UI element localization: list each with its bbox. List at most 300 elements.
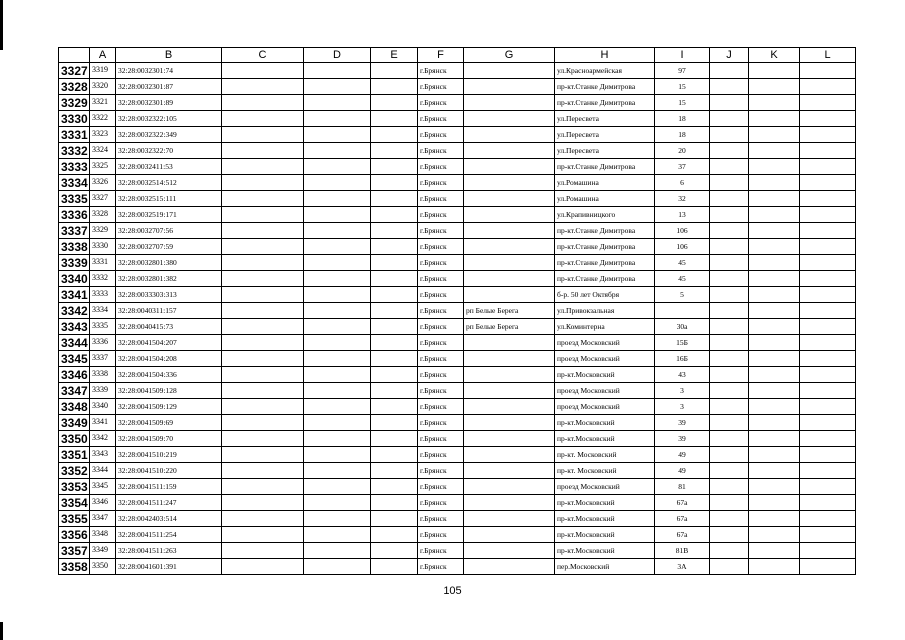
cell-c xyxy=(222,463,304,479)
cell-settlement xyxy=(464,191,555,207)
table-row xyxy=(59,527,856,543)
cell-l xyxy=(800,399,856,415)
cell-settlement xyxy=(464,511,555,527)
cell-a: 3338 xyxy=(90,367,116,383)
cell-a: 3339 xyxy=(90,383,116,399)
cell-e xyxy=(371,79,418,95)
row-number: 3337 xyxy=(59,223,90,239)
cell-settlement xyxy=(464,367,555,383)
cell-d xyxy=(304,415,371,431)
cell-cadastral-number: 32:28:0032322:349 xyxy=(116,127,222,143)
table-row xyxy=(59,175,856,191)
cell-e xyxy=(371,367,418,383)
cell-j xyxy=(710,159,749,175)
cell-house-number: 18 xyxy=(655,111,710,127)
row-number: 3329 xyxy=(59,95,90,111)
table-row xyxy=(59,159,856,175)
cell-settlement xyxy=(464,351,555,367)
cell-street: ул.Ромашина xyxy=(555,191,655,207)
cell-e xyxy=(371,447,418,463)
cell-house-number: 3 xyxy=(655,399,710,415)
table-row xyxy=(59,95,856,111)
cell-e xyxy=(371,159,418,175)
cell-d xyxy=(304,399,371,415)
row-number: 3348 xyxy=(59,399,90,415)
row-number: 3342 xyxy=(59,303,90,319)
cell-d xyxy=(304,335,371,351)
cell-a: 3345 xyxy=(90,479,116,495)
cell-l xyxy=(800,63,856,79)
cell-e xyxy=(371,239,418,255)
column-header-k: K xyxy=(749,48,800,63)
cell-city: г.Брянск xyxy=(418,95,464,111)
cell-street: пр-кт.Московский xyxy=(555,431,655,447)
cell-l xyxy=(800,191,856,207)
cell-settlement xyxy=(464,271,555,287)
column-header-j: J xyxy=(710,48,749,63)
cell-settlement xyxy=(464,143,555,159)
cell-d xyxy=(304,511,371,527)
table-row xyxy=(59,111,856,127)
table-row xyxy=(59,415,856,431)
cell-k xyxy=(749,495,800,511)
cell-street: пр-кт.Московский xyxy=(555,367,655,383)
cell-k xyxy=(749,447,800,463)
cell-j xyxy=(710,127,749,143)
cell-k xyxy=(749,335,800,351)
cell-d xyxy=(304,159,371,175)
column-header-row xyxy=(59,48,856,63)
cell-house-number: 49 xyxy=(655,463,710,479)
cell-city: г.Брянск xyxy=(418,543,464,559)
cell-l xyxy=(800,159,856,175)
cell-city: г.Брянск xyxy=(418,287,464,303)
cell-j xyxy=(710,511,749,527)
cell-a: 3333 xyxy=(90,287,116,303)
cell-settlement xyxy=(464,463,555,479)
table-body xyxy=(59,63,856,575)
cell-cadastral-number: 32:28:0032322:70 xyxy=(116,143,222,159)
cell-city: г.Брянск xyxy=(418,143,464,159)
cell-settlement xyxy=(464,479,555,495)
cell-a: 3325 xyxy=(90,159,116,175)
cell-c xyxy=(222,527,304,543)
cell-j xyxy=(710,111,749,127)
cell-cadastral-number: 32:28:0032801:382 xyxy=(116,271,222,287)
row-number: 3336 xyxy=(59,207,90,223)
cell-e xyxy=(371,399,418,415)
cell-house-number: 43 xyxy=(655,367,710,383)
cell-l xyxy=(800,127,856,143)
cell-city: г.Брянск xyxy=(418,399,464,415)
cell-j xyxy=(710,271,749,287)
column-header-l: L xyxy=(800,48,856,63)
cell-a: 3348 xyxy=(90,527,116,543)
cell-l xyxy=(800,351,856,367)
table-row xyxy=(59,511,856,527)
cell-e xyxy=(371,255,418,271)
cell-settlement xyxy=(464,255,555,271)
table-row xyxy=(59,335,856,351)
cell-cadastral-number: 32:28:0041511:254 xyxy=(116,527,222,543)
cell-street: ул.Ромашина xyxy=(555,175,655,191)
cell-settlement xyxy=(464,95,555,111)
cell-a: 3341 xyxy=(90,415,116,431)
column-header-g: G xyxy=(464,48,555,63)
row-number: 3333 xyxy=(59,159,90,175)
cell-city: г.Брянск xyxy=(418,351,464,367)
cell-j xyxy=(710,543,749,559)
cell-city: г.Брянск xyxy=(418,255,464,271)
cell-house-number: 18 xyxy=(655,127,710,143)
table-row xyxy=(59,271,856,287)
cell-e xyxy=(371,351,418,367)
cell-settlement xyxy=(464,239,555,255)
row-number: 3353 xyxy=(59,479,90,495)
cell-cadastral-number: 32:28:0032301:89 xyxy=(116,95,222,111)
table-row xyxy=(59,303,856,319)
cell-k xyxy=(749,319,800,335)
cell-e xyxy=(371,191,418,207)
cell-street: ул.Пересвета xyxy=(555,143,655,159)
table-row xyxy=(59,79,856,95)
cell-house-number: 3 xyxy=(655,383,710,399)
cell-house-number: 37 xyxy=(655,159,710,175)
table-row xyxy=(59,239,856,255)
cell-j xyxy=(710,319,749,335)
cell-l xyxy=(800,447,856,463)
cell-a: 3327 xyxy=(90,191,116,207)
cell-j xyxy=(710,527,749,543)
cell-d xyxy=(304,63,371,79)
cell-a: 3323 xyxy=(90,127,116,143)
cell-k xyxy=(749,239,800,255)
cell-e xyxy=(371,495,418,511)
cell-cadastral-number: 32:28:0041510:220 xyxy=(116,463,222,479)
cell-cadastral-number: 32:28:0032707:59 xyxy=(116,239,222,255)
column-header-i: I xyxy=(655,48,710,63)
cell-a: 3344 xyxy=(90,463,116,479)
cell-c xyxy=(222,191,304,207)
cell-e xyxy=(371,319,418,335)
cell-a: 3320 xyxy=(90,79,116,95)
cell-city: г.Брянск xyxy=(418,207,464,223)
cell-street: пр-кт.Станке Димитрова xyxy=(555,79,655,95)
cell-street: ул.Пересвета xyxy=(555,127,655,143)
cell-city: г.Брянск xyxy=(418,127,464,143)
cell-l xyxy=(800,383,856,399)
cell-c xyxy=(222,223,304,239)
cell-street: пр-кт.Станке Димитрова xyxy=(555,159,655,175)
cell-street: ул.Коминтерна xyxy=(555,319,655,335)
cell-l xyxy=(800,255,856,271)
cell-j xyxy=(710,479,749,495)
cell-cadastral-number: 32:28:0032515:111 xyxy=(116,191,222,207)
cell-city: г.Брянск xyxy=(418,383,464,399)
cell-house-number: 45 xyxy=(655,255,710,271)
cell-j xyxy=(710,175,749,191)
cell-settlement: рп Белые Берега xyxy=(464,319,555,335)
cell-e xyxy=(371,479,418,495)
cell-d xyxy=(304,271,371,287)
cell-k xyxy=(749,383,800,399)
cell-l xyxy=(800,207,856,223)
column-header-a: A xyxy=(90,48,116,63)
cell-a: 3329 xyxy=(90,223,116,239)
cell-city: г.Брянск xyxy=(418,63,464,79)
cell-k xyxy=(749,79,800,95)
cell-cadastral-number: 32:28:0041509:129 xyxy=(116,399,222,415)
cell-cadastral-number: 32:28:0041510:219 xyxy=(116,447,222,463)
cell-settlement xyxy=(464,79,555,95)
cell-j xyxy=(710,383,749,399)
cell-house-number: 6 xyxy=(655,175,710,191)
cell-d xyxy=(304,559,371,575)
table-row xyxy=(59,543,856,559)
cell-house-number: 20 xyxy=(655,143,710,159)
cell-l xyxy=(800,415,856,431)
cell-house-number: 30а xyxy=(655,319,710,335)
cell-e xyxy=(371,287,418,303)
cell-street: пр-кт.Станке Димитрова xyxy=(555,271,655,287)
row-number: 3356 xyxy=(59,527,90,543)
cell-l xyxy=(800,367,856,383)
table-row xyxy=(59,495,856,511)
row-number: 3327 xyxy=(59,63,90,79)
cell-k xyxy=(749,527,800,543)
cell-c xyxy=(222,79,304,95)
cell-house-number: 67а xyxy=(655,511,710,527)
row-number: 3350 xyxy=(59,431,90,447)
cell-house-number: 16Б xyxy=(655,351,710,367)
column-header-h: H xyxy=(555,48,655,63)
cell-j xyxy=(710,143,749,159)
row-number: 3345 xyxy=(59,351,90,367)
cell-j xyxy=(710,335,749,351)
table-row xyxy=(59,319,856,335)
cell-cadastral-number: 32:28:0032411:53 xyxy=(116,159,222,175)
column-header-b: B xyxy=(116,48,222,63)
cell-cadastral-number: 32:28:0041511:159 xyxy=(116,479,222,495)
cell-e xyxy=(371,207,418,223)
cell-cadastral-number: 32:28:0041509:128 xyxy=(116,383,222,399)
row-number: 3346 xyxy=(59,367,90,383)
cell-k xyxy=(749,159,800,175)
cell-settlement xyxy=(464,399,555,415)
cell-a: 3334 xyxy=(90,303,116,319)
column-header-d: D xyxy=(304,48,371,63)
cell-j xyxy=(710,399,749,415)
cell-house-number: 67а xyxy=(655,495,710,511)
cell-j xyxy=(710,287,749,303)
cell-l xyxy=(800,111,856,127)
cell-house-number: 3А xyxy=(655,559,710,575)
cell-settlement xyxy=(464,159,555,175)
cell-city: г.Брянск xyxy=(418,175,464,191)
cell-street: пр-кт.Московский xyxy=(555,543,655,559)
cell-k xyxy=(749,95,800,111)
cell-k xyxy=(749,127,800,143)
cell-c xyxy=(222,239,304,255)
cell-settlement xyxy=(464,415,555,431)
cell-l xyxy=(800,271,856,287)
cell-e xyxy=(371,559,418,575)
cell-street: пр-кт.Московский xyxy=(555,415,655,431)
scan-edge-mark-bottom xyxy=(0,622,3,640)
row-number: 3338 xyxy=(59,239,90,255)
cell-house-number: 5 xyxy=(655,287,710,303)
row-number: 3354 xyxy=(59,495,90,511)
cell-street: ул.Красноармейская xyxy=(555,63,655,79)
cell-a: 3349 xyxy=(90,543,116,559)
cell-j xyxy=(710,495,749,511)
cell-l xyxy=(800,143,856,159)
cell-house-number: 97 xyxy=(655,63,710,79)
cell-c xyxy=(222,495,304,511)
cell-c xyxy=(222,207,304,223)
row-number: 3355 xyxy=(59,511,90,527)
cell-d xyxy=(304,495,371,511)
cell-k xyxy=(749,191,800,207)
cell-d xyxy=(304,191,371,207)
cell-j xyxy=(710,559,749,575)
cell-k xyxy=(749,207,800,223)
cell-cadastral-number: 32:28:0041509:69 xyxy=(116,415,222,431)
cell-c xyxy=(222,399,304,415)
cell-cadastral-number: 32:28:0041504:207 xyxy=(116,335,222,351)
column-header-e: E xyxy=(371,48,418,63)
row-number: 3349 xyxy=(59,415,90,431)
cell-j xyxy=(710,223,749,239)
cell-e xyxy=(371,431,418,447)
cell-k xyxy=(749,303,800,319)
cell-k xyxy=(749,63,800,79)
cell-house-number: 81 xyxy=(655,479,710,495)
cell-c xyxy=(222,95,304,111)
cell-settlement xyxy=(464,111,555,127)
cell-settlement xyxy=(464,495,555,511)
cell-city: г.Брянск xyxy=(418,111,464,127)
cell-cadastral-number: 32:28:0032322:105 xyxy=(116,111,222,127)
cell-j xyxy=(710,463,749,479)
cell-c xyxy=(222,351,304,367)
cell-j xyxy=(710,303,749,319)
cell-c xyxy=(222,175,304,191)
cell-c xyxy=(222,287,304,303)
cell-k xyxy=(749,559,800,575)
cell-j xyxy=(710,207,749,223)
cell-k xyxy=(749,223,800,239)
cell-e xyxy=(371,95,418,111)
cell-l xyxy=(800,463,856,479)
cell-cadastral-number: 32:28:0040311:157 xyxy=(116,303,222,319)
table-row xyxy=(59,399,856,415)
scan-edge-mark-top xyxy=(0,0,3,50)
row-number: 3339 xyxy=(59,255,90,271)
cell-c xyxy=(222,127,304,143)
cell-j xyxy=(710,367,749,383)
cell-street: пр-кт.Станке Димитрова xyxy=(555,255,655,271)
row-number: 3351 xyxy=(59,447,90,463)
cell-l xyxy=(800,319,856,335)
cell-a: 3335 xyxy=(90,319,116,335)
cell-city: г.Брянск xyxy=(418,303,464,319)
cell-d xyxy=(304,303,371,319)
cell-j xyxy=(710,351,749,367)
cell-a: 3346 xyxy=(90,495,116,511)
cell-c xyxy=(222,303,304,319)
cell-a: 3340 xyxy=(90,399,116,415)
cell-d xyxy=(304,239,371,255)
row-number: 3344 xyxy=(59,335,90,351)
cell-d xyxy=(304,447,371,463)
cell-house-number: 39 xyxy=(655,415,710,431)
cell-house-number: 15Б xyxy=(655,335,710,351)
cell-settlement xyxy=(464,527,555,543)
cell-d xyxy=(304,223,371,239)
table-row xyxy=(59,463,856,479)
cell-street: пр-кт.Московский xyxy=(555,495,655,511)
cell-street: пр-кт.Станке Димитрова xyxy=(555,239,655,255)
cell-d xyxy=(304,255,371,271)
cell-street: проезд Московский xyxy=(555,383,655,399)
cell-c xyxy=(222,431,304,447)
cell-cadastral-number: 32:28:0032519:171 xyxy=(116,207,222,223)
cell-c xyxy=(222,143,304,159)
row-number: 3331 xyxy=(59,127,90,143)
cell-e xyxy=(371,127,418,143)
cell-cadastral-number: 32:28:0041509:70 xyxy=(116,431,222,447)
cell-cadastral-number: 32:28:0041504:336 xyxy=(116,367,222,383)
cell-e xyxy=(371,143,418,159)
cell-c xyxy=(222,111,304,127)
cell-city: г.Брянск xyxy=(418,527,464,543)
cell-street: пр-кт.Московский xyxy=(555,511,655,527)
cell-cadastral-number: 32:28:0032514:512 xyxy=(116,175,222,191)
cell-c xyxy=(222,319,304,335)
cell-l xyxy=(800,495,856,511)
cell-j xyxy=(710,431,749,447)
cell-street: пр-кт.Станке Димитрова xyxy=(555,95,655,111)
cell-house-number: 106 xyxy=(655,223,710,239)
cell-e xyxy=(371,271,418,287)
cell-city: г.Брянск xyxy=(418,271,464,287)
cell-d xyxy=(304,143,371,159)
cell-j xyxy=(710,79,749,95)
row-number: 3330 xyxy=(59,111,90,127)
cell-k xyxy=(749,511,800,527)
row-number: 3358 xyxy=(59,559,90,575)
cell-d xyxy=(304,287,371,303)
cell-j xyxy=(710,191,749,207)
cell-settlement xyxy=(464,559,555,575)
cell-e xyxy=(371,111,418,127)
cell-e xyxy=(371,383,418,399)
cell-d xyxy=(304,175,371,191)
cell-j xyxy=(710,255,749,271)
cell-street: проезд Московский xyxy=(555,335,655,351)
cell-street: ул.Привокзальная xyxy=(555,303,655,319)
table-row xyxy=(59,351,856,367)
cell-city: г.Брянск xyxy=(418,495,464,511)
cell-l xyxy=(800,223,856,239)
cell-a: 3331 xyxy=(90,255,116,271)
cell-e xyxy=(371,463,418,479)
cell-house-number: 15 xyxy=(655,95,710,111)
cell-house-number: 32 xyxy=(655,191,710,207)
cell-house-number: 81В xyxy=(655,543,710,559)
cell-d xyxy=(304,111,371,127)
